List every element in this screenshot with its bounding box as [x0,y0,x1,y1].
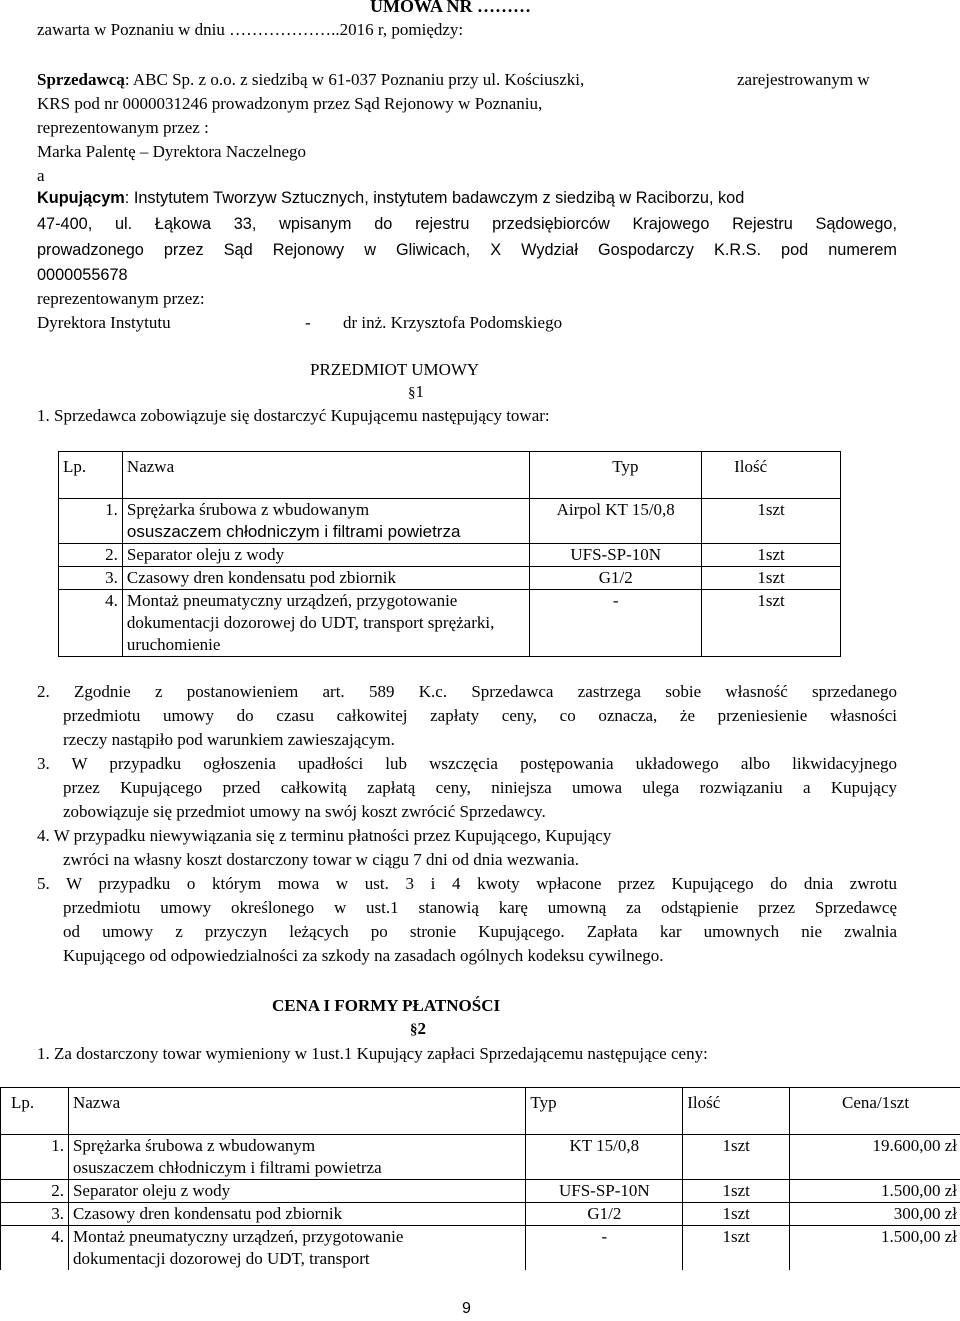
table-row [1,1135,960,1180]
prices-row-1-name [68,1135,525,1180]
seller-text: : ABC Sp. z o.o. z siedzibą w 61-037 Poznaniu przy ul. Kościuszki, [124,70,585,89]
prices-row-4-name-line1: Montaż pneumatyczny urządzeń, przygotowanie [72,1227,404,1246]
section-2-intro: 1. Za dostarczony towar wymieniony w 1ust.1 Kupujący zapłaci Sprzedającemu następujące ceny: [37,1044,708,1063]
prices-header-qty: Ilość [683,1088,790,1135]
clause-3-line-2: przez Kupującego przed całkowitą zapłatą ceny, niniejsza umowa ulega rozwiązaniu a Kupujący [63,778,897,797]
seller-line-3: reprezentowanym przez : [37,118,209,137]
buyer-line-2: 47-400, ul. Łąkowa 33, wpisanym do rejestru przedsiębiorców Krajowego Rejestru Sądowego, [37,215,897,233]
seller-line-2: KRS pod nr 0000031246 prowadzonym przez Sąd Rejonowy w Poznaniu, [37,94,543,113]
table-row [59,544,841,567]
goods-row-4-name-line3: uruchomienie [126,635,221,654]
prices-table [0,1087,960,1270]
buyer-label: Kupującym [37,189,125,207]
prices-row-1-name-line2: osuszaczem chłodniczym i filtrami powietrza [72,1158,382,1177]
prices-row-2-lp: 2. [1,1180,69,1203]
clause-4-line-2: zwróci na własny koszt dostarczony towar w ciągu 7 dni od dnia wezwania. [63,850,579,869]
section-1-intro: 1. Sprzedawca zobowiązuje się dostarczyć Kupującemu następujący towar: [37,406,550,425]
buyer-rep-dash: - [305,313,311,332]
prices-row-4-qty: 1szt [683,1226,790,1271]
prices-header-price: Cena/1szt [790,1088,960,1135]
prices-row-4-lp: 4. [1,1226,69,1271]
prices-header-lp: Lp. [1,1088,69,1135]
prices-table-header [1,1088,960,1135]
table-row [59,567,841,590]
prices-row-1-price: 19.600,00 zł [790,1135,960,1180]
table-row [59,590,841,657]
section-2-paragraph: §2 [410,1019,426,1038]
prices-row-4-name [68,1226,525,1271]
goods-row-1-name-line2: osuszaczem chłodniczym i filtrami powietrza [126,522,461,541]
goods-row-2-type: UFS-SP-10N [530,544,702,567]
prices-header-name: Nazwa [68,1088,525,1135]
section-1-title: PRZEDMIOT UMOWY [310,360,480,379]
goods-row-4-lp: 4. [59,590,123,657]
table-row [1,1203,960,1226]
prices-row-1-name-line1: Sprężarka śrubowa z wbudowanym [72,1136,316,1155]
clause-4-line-1: 4. W przypadku niewywiązania się z terminu płatności przez Kupującego, Kupujący [37,826,612,845]
buyer-rep-role: Dyrektora Instytutu [37,313,171,332]
goods-header-lp: Lp. [59,452,123,499]
table-row [59,499,841,544]
prices-row-3-price: 300,00 zł [790,1203,960,1226]
clause-3-line-3: zobowiązuje się przedmiot umowy na swój koszt zwrócić Sprzedawcy. [63,802,546,821]
contract-date-line: zawarta w Poznaniu w dniu ………………..2016 r, pomiędzy: [37,20,464,39]
goods-row-1-lp: 1. [59,499,123,544]
goods-row-4-name-line2: dokumentacji dozorowej do UDT, transport sprężarki, [126,613,495,632]
prices-row-3-qty: 1szt [683,1203,790,1226]
buyer-line-1 [37,188,744,208]
prices-row-2-name: Separator oleju z wody [68,1180,525,1203]
goods-row-2-name: Separator oleju z wody [122,544,529,567]
seller-label: Sprzedawcą [37,70,125,89]
goods-header-qty: Ilość [702,452,841,499]
clause-5-line-4: Kupującego od odpowiedzialności za szkody na zasadach ogólnych kodeksu cywilnego. [63,946,664,965]
and-word: a [37,166,45,185]
table-row [1,1226,960,1271]
section-2-title: CENA I FORMY PŁATNOŚCI [272,996,501,1015]
goods-row-4-qty: 1szt [702,590,841,657]
prices-row-4-name-line2: dokumentacji dozorowej do UDT, transport [72,1249,370,1268]
clause-5-line-1: 5. W przypadku o którym mowa w ust. 3 i 4 kwoty wpłacone przez Kupującego do dnia zwrotu [37,874,897,893]
goods-row-1-name-line1: Sprężarka śrubowa z wbudowanym [126,500,370,519]
prices-row-1-type: KT 15/0,8 [526,1135,683,1180]
prices-row-2-price: 1.500,00 zł [790,1180,960,1203]
page-number: 9 [462,1300,471,1317]
goods-header-name: Nazwa [122,452,529,499]
buyer-line-4: 0000055678 [37,266,128,284]
contract-title: UMOWA NR ……… [370,0,531,16]
clause-3-line-1: 3. W przypadku ogłoszenia upadłości lub wszczęcia postępowania układowego albo likwidacyjnego [37,754,897,773]
goods-header-type: Typ [530,452,702,499]
section-2-number: 2 [417,1019,426,1038]
buyer-line-3: prowadzonego przez Sąd Rejonowy w Gliwicach, X Wydział Gospodarczy K.R.S. pod numerem [37,241,897,259]
goods-row-1-type: Airpol KT 15/0,8 [530,499,702,544]
goods-row-3-qty: 1szt [702,567,841,590]
clause-5-line-2: przedmiotu umowy określonego w ust.1 stanowią karę umowną za odstąpienie przez Sprzedawcę [63,898,897,917]
section-1-paragraph: §1 [408,382,424,401]
goods-row-4-name-line1: Montaż pneumatyczny urządzeń, przygotowanie [126,591,458,610]
goods-row-3-type: G1/2 [530,567,702,590]
prices-row-2-type: UFS-SP-10N [526,1180,683,1203]
goods-row-2-qty: 1szt [702,544,841,567]
goods-row-2-lp: 2. [59,544,123,567]
seller-line-1 [37,70,584,90]
clause-2-line-3: rzeczy nastąpiło pod warunkiem zawieszającym. [63,730,395,749]
section-1-number: 1 [415,382,424,401]
prices-row-1-lp: 1. [1,1135,69,1180]
buyer-rep-name: dr inż. Krzysztofa Podomskiego [343,313,563,332]
goods-row-4-type: - [530,590,702,657]
goods-table-header [59,452,841,499]
goods-row-1-qty: 1szt [702,499,841,544]
buyer-text: : Instytutem Tworzyw Sztucznych, instytutem badawczym z siedzibą w Raciborzu, kod [124,189,745,207]
clause-2-line-2: przedmiotu umowy do czasu całkowitej zapłaty ceny, co oznacza, że przeniesienie własności [63,706,897,725]
buyer-line-5: reprezentowanym przez: [37,289,205,308]
goods-row-4-name [122,590,529,657]
prices-row-4-price: 1.500,00 zł [790,1226,960,1271]
goods-row-1-name [122,499,529,544]
seller-line-4: Marka Palentę – Dyrektora Naczelnego [37,142,307,161]
prices-row-1-qty: 1szt [683,1135,790,1180]
prices-row-3-type: G1/2 [526,1203,683,1226]
prices-row-4-type: - [526,1226,683,1271]
prices-row-3-lp: 3. [1,1203,69,1226]
prices-header-type: Typ [526,1088,683,1135]
goods-row-3-lp: 3. [59,567,123,590]
prices-row-2-qty: 1szt [683,1180,790,1203]
prices-row-3-name: Czasowy dren kondensatu pod zbiornik [68,1203,525,1226]
table-row [1,1180,960,1203]
clause-5-line-3: od umowy z przyczyn leżących po stronie Kupującego. Zapłata kar umownych nie zwalnia [63,922,897,941]
seller-line-1-right: zarejestrowanym w [737,70,870,89]
clause-2-line-1: 2. Zgodnie z postanowieniem art. 589 K.c. Sprzedawca zastrzega sobie własność sprzedanego [37,682,897,701]
goods-table [58,451,841,657]
goods-row-3-name: Czasowy dren kondensatu pod zbiornik [122,567,529,590]
